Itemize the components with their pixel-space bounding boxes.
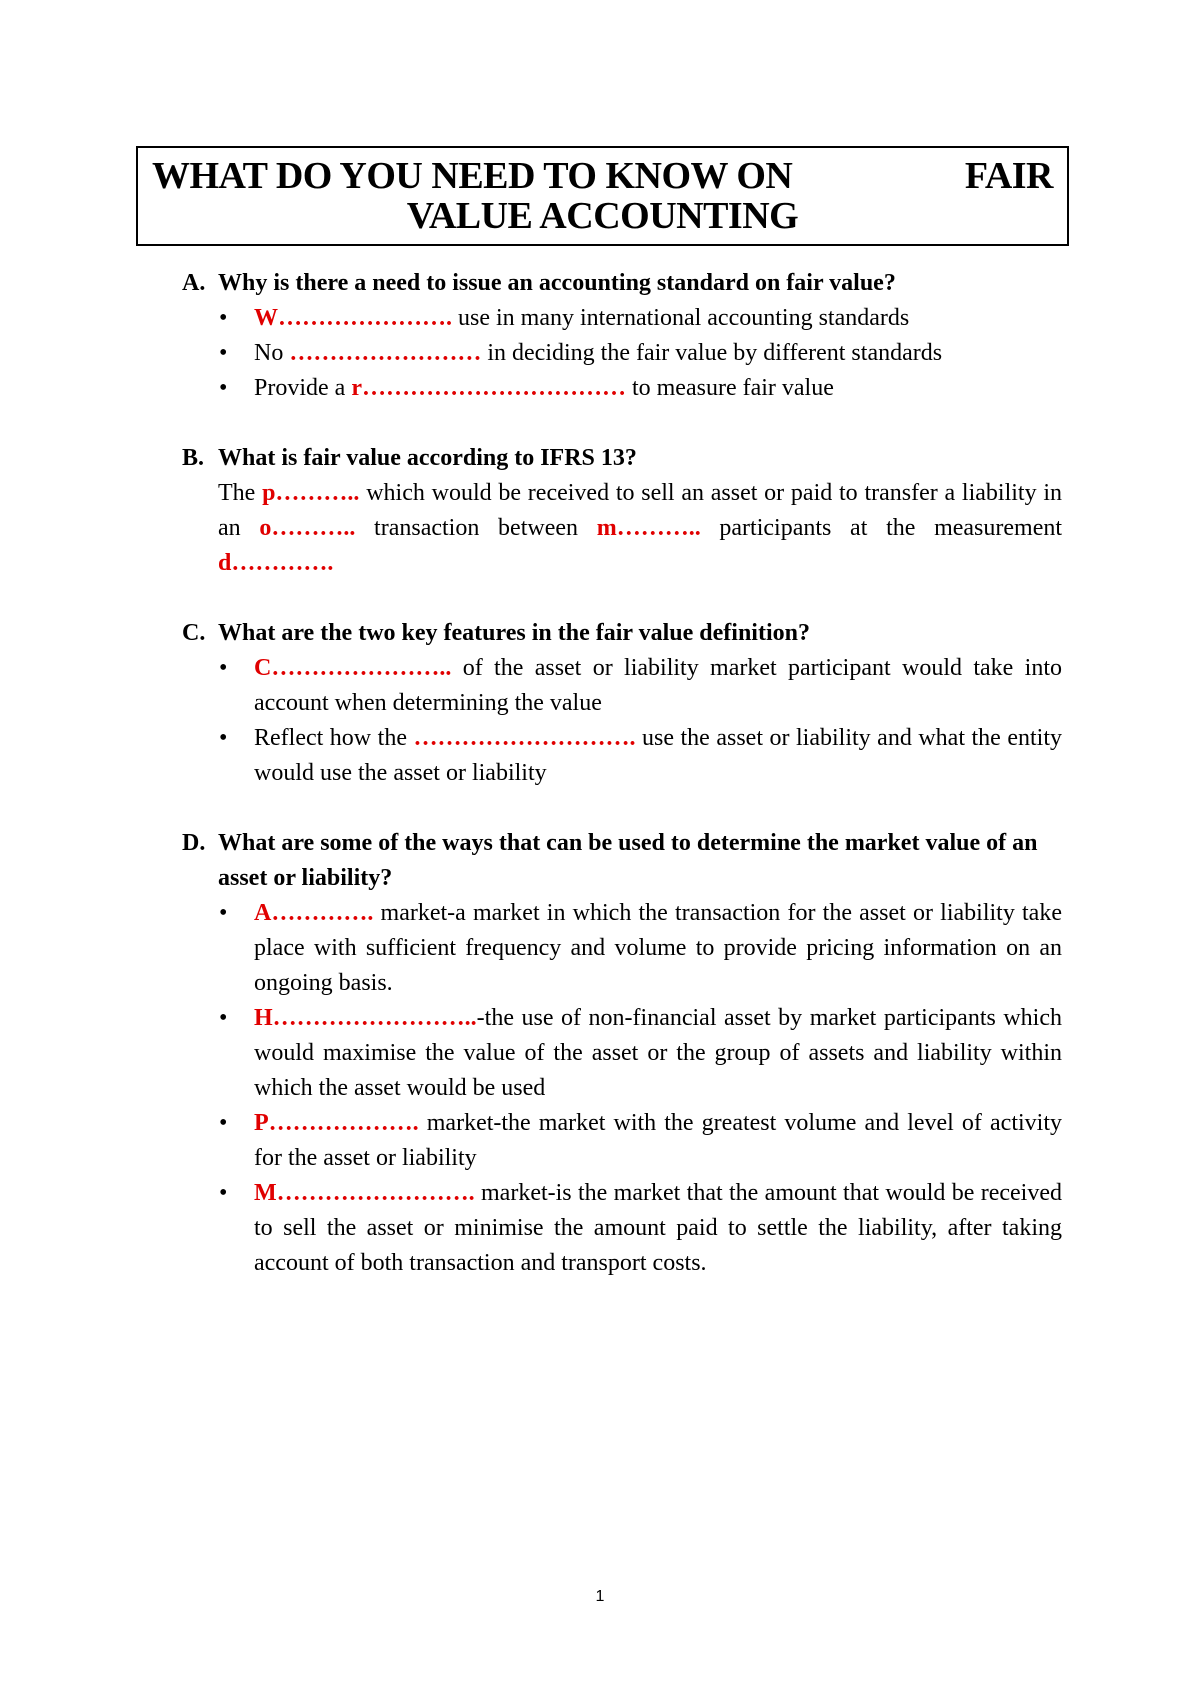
section-d — [182, 826, 1062, 1281]
title-line-1-end: FAIR — [964, 155, 1053, 197]
document-body — [182, 266, 1062, 1316]
fill-blank[interactable]: p……….. — [262, 480, 360, 506]
fill-blank[interactable]: d…………. — [218, 550, 334, 576]
question-text: What are some of the ways that can be used to determine the market value of an asset or liability? — [218, 830, 1038, 891]
paragraph-text: participants at the measurement — [700, 515, 1063, 541]
title-line-2: VALUE ACCOUNTING — [406, 195, 799, 237]
paragraph-text: The — [218, 480, 263, 506]
bullet-text: market-the market with the greatest volume and level of activity for the asset or liability — [254, 1110, 1062, 1171]
document-title-box — [136, 146, 1069, 246]
bullet-text: Reflect how the — [254, 725, 414, 751]
bullet-text: -the use of non-financial asset by market participants which would maximise the value of the asset or the group of assets and liability within which the asset would be used — [254, 1005, 1062, 1101]
question-text: Why is there a need to issue an accounting standard on fair value? — [218, 270, 896, 296]
bullet-text: of the asset or liability market participant would take into account when determining the value — [254, 655, 1062, 716]
question-a — [182, 266, 1062, 301]
bullet-text: use the asset or liability and what the entity would use the asset or liability — [254, 725, 1062, 786]
section-b — [182, 441, 1062, 581]
list-item — [254, 651, 1062, 721]
bullet-text: in deciding the fair value by different standards — [481, 340, 943, 366]
bullet-list-d — [182, 896, 1062, 1281]
bullet-list-c — [182, 651, 1062, 791]
title-line-1 — [138, 156, 1067, 196]
bullet-text: No — [254, 340, 290, 366]
fill-blank[interactable]: …………………… — [289, 340, 482, 366]
question-letter: B. — [182, 445, 205, 471]
fill-blank[interactable]: M……………………. — [254, 1180, 475, 1206]
question-letter: C. — [182, 620, 206, 646]
paragraph-text: transaction between — [355, 515, 597, 541]
list-item — [254, 301, 1062, 336]
section-a — [182, 266, 1062, 406]
definition-paragraph — [218, 476, 1062, 581]
bullet-text: market-is the market that the amount that would be received to sell the asset or minimise the amount paid to settle the liability, after taking account of both transaction and transport costs. — [254, 1180, 1062, 1276]
section-c — [182, 616, 1062, 791]
fill-blank[interactable]: P………………. — [254, 1110, 419, 1136]
bullet-text: to measure fair value — [625, 375, 834, 401]
bullet-list-a — [182, 301, 1062, 406]
fill-blank[interactable]: ………………………. — [413, 725, 636, 751]
bullet-text: use in many international accounting standards — [452, 305, 910, 331]
list-item — [254, 371, 1062, 406]
question-text: What are the two key features in the fair value definition? — [218, 620, 810, 646]
fill-blank[interactable]: H…………………….. — [254, 1005, 477, 1031]
bullet-text: market-a market in which the transaction for the asset or liability take place with sufficient frequency and volume to provide pricing information on an ongoing basis. — [254, 900, 1062, 996]
fill-blank[interactable]: C………………….. — [254, 655, 452, 681]
title-line-1-text: WHAT DO YOU NEED TO KNOW ON — [152, 155, 793, 197]
fill-blank[interactable]: A…………. — [254, 900, 374, 926]
question-letter: A. — [182, 270, 206, 296]
question-d — [182, 826, 1062, 896]
question-letter: D. — [182, 830, 206, 856]
question-text: What is fair value according to IFRS 13? — [218, 445, 637, 471]
fill-blank[interactable]: W…………………. — [254, 305, 452, 331]
question-c — [182, 616, 1062, 651]
fill-blank[interactable]: m……….. — [596, 515, 701, 541]
paragraph-text: which would be received to sell an asset or paid to transfer a liability in an — [218, 480, 1063, 541]
question-b — [182, 441, 1062, 476]
list-item — [254, 336, 1062, 371]
list-item — [254, 896, 1062, 1001]
list-item — [254, 1001, 1062, 1106]
list-item — [254, 721, 1062, 791]
fill-blank[interactable]: r…………………………… — [351, 375, 626, 401]
fill-blank[interactable]: o……….. — [259, 515, 356, 541]
list-item — [254, 1176, 1062, 1281]
page-number: 1 — [595, 1588, 605, 1605]
bullet-text: Provide a — [254, 375, 352, 401]
list-item — [254, 1106, 1062, 1176]
